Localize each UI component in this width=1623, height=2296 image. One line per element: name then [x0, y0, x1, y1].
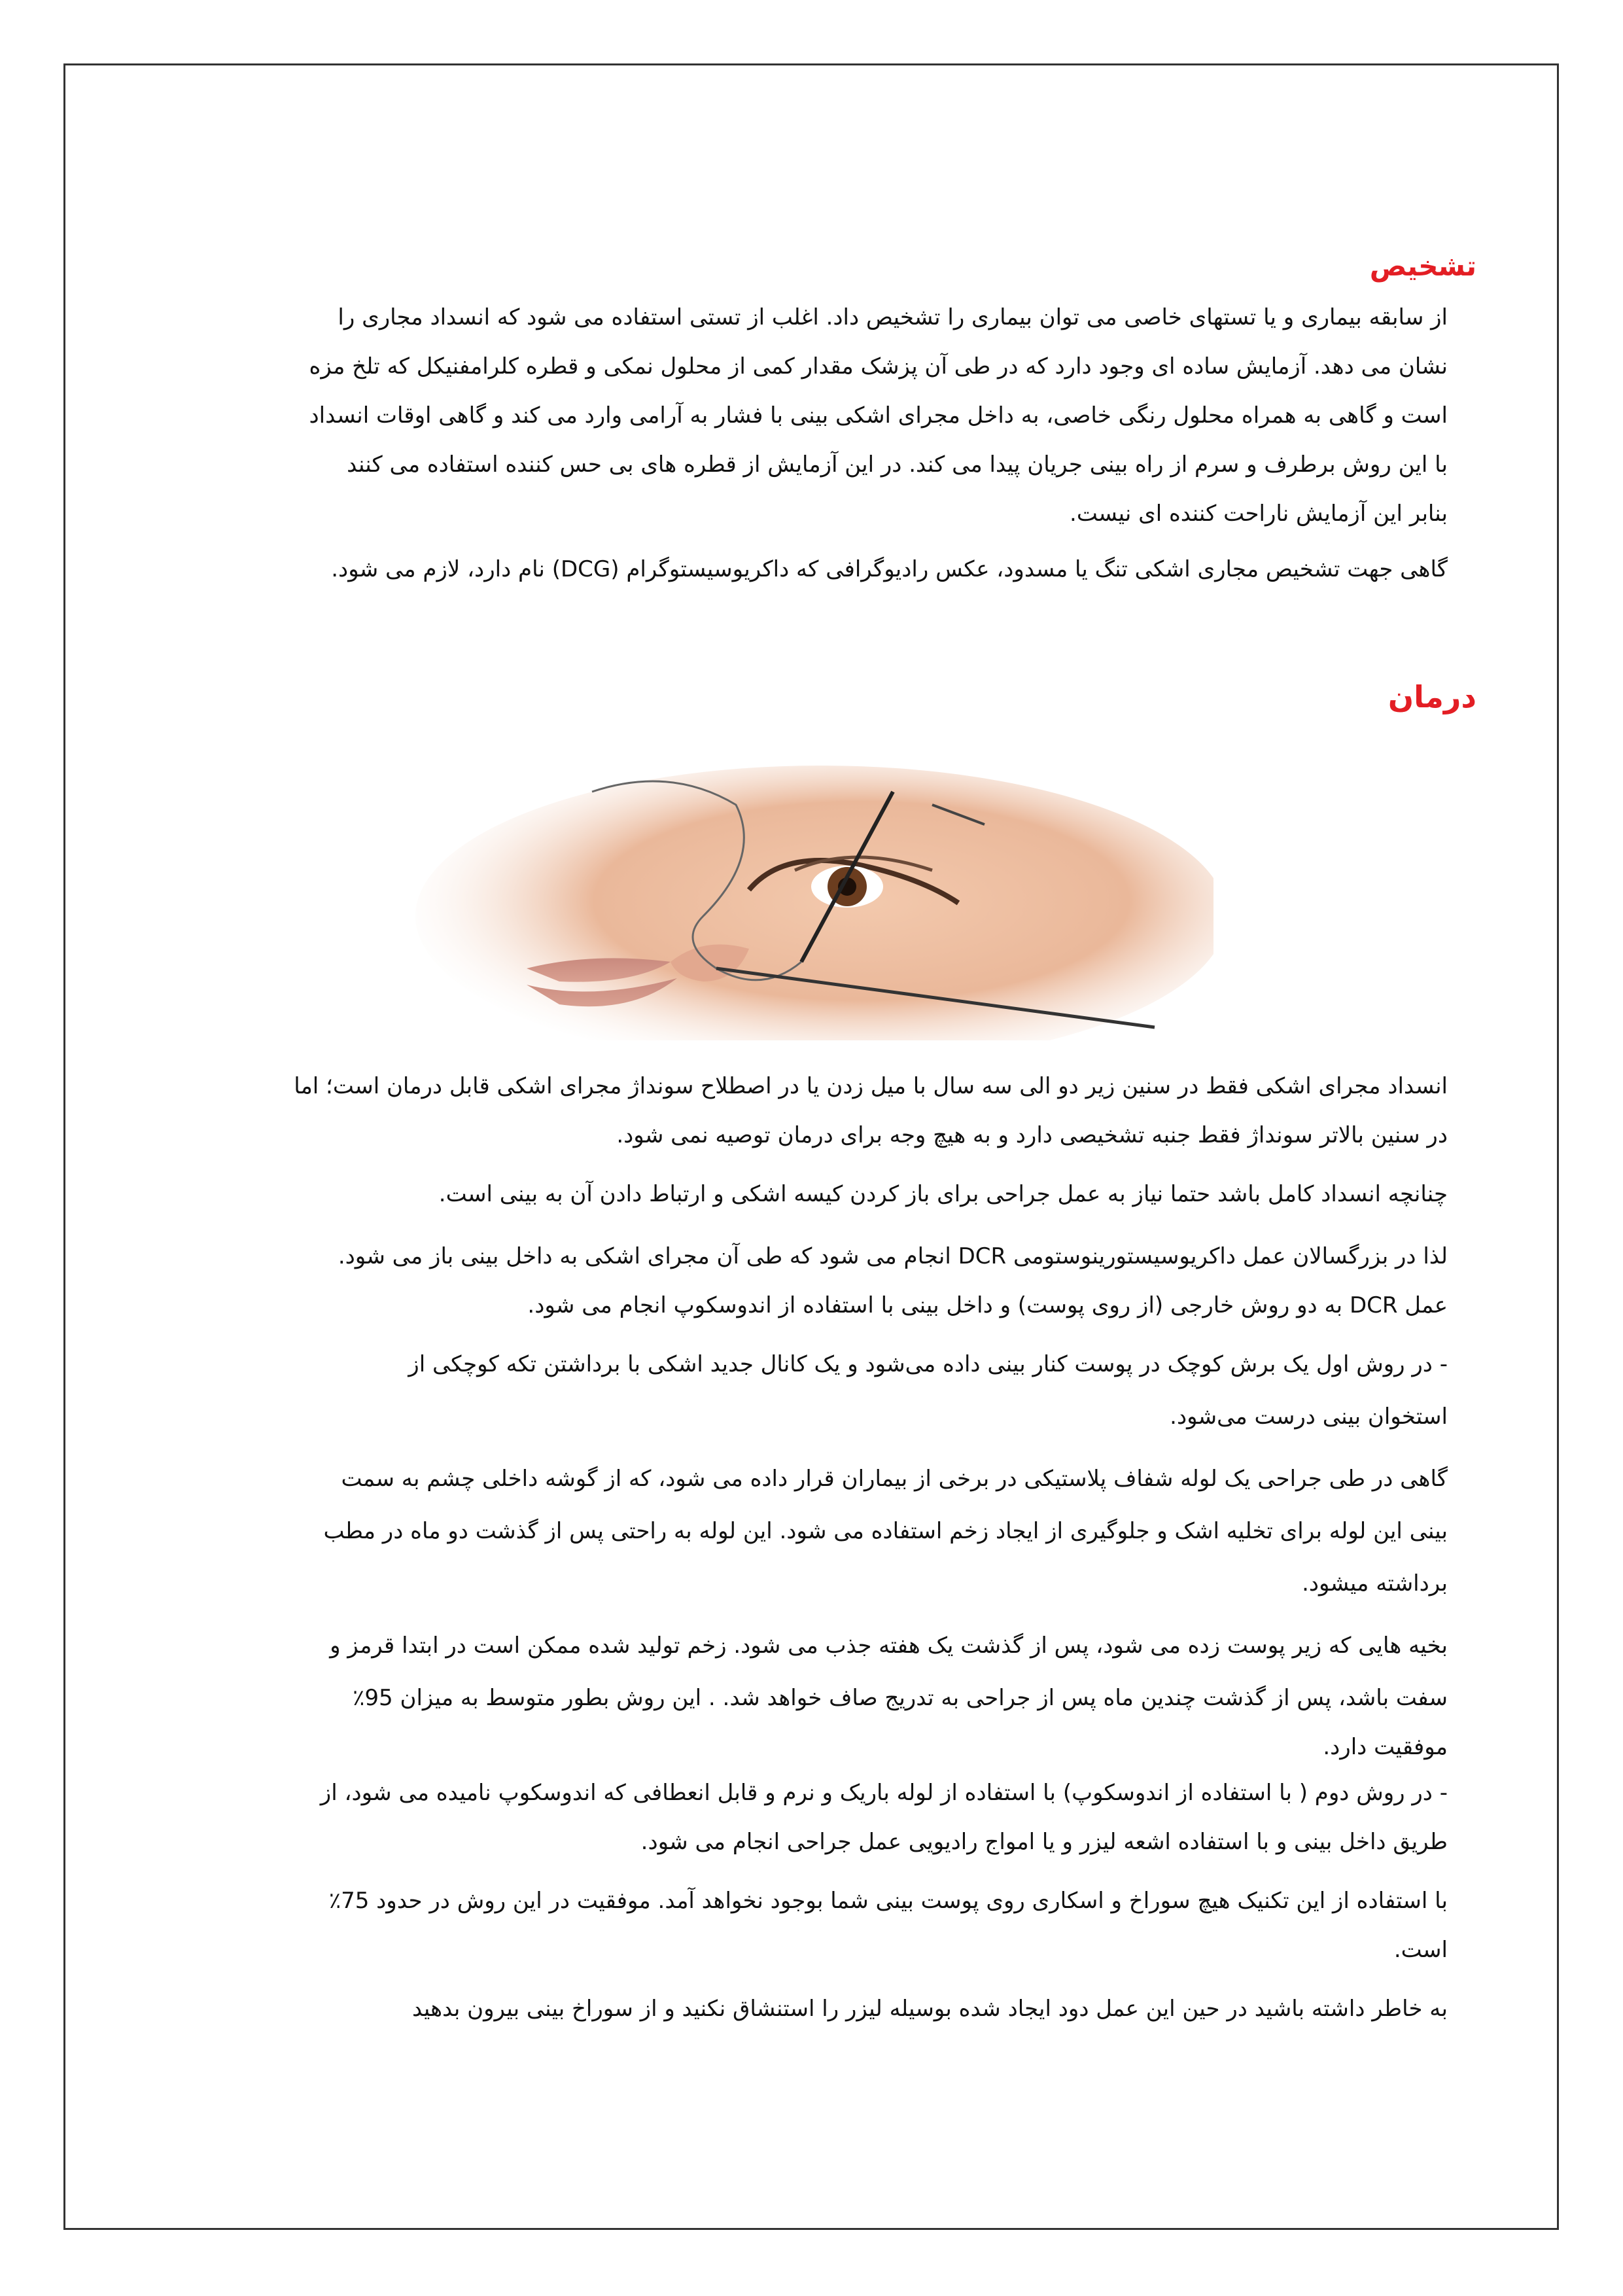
- treatment-line: به خاطر داشته باشید در حین این عمل دود ایجاد شده بوسیله لیزر را استنشاق نکنید و از سوراخ بینی بیرون بدهید: [412, 1996, 1448, 2022]
- heading-diagnosis: تشخیص: [1369, 250, 1476, 282]
- treatment-line: موفقیت دارد.: [1323, 1734, 1448, 1760]
- treatment-line: بینی این لوله برای تخلیه اشک و جلوگیری از ایجاد زخم استفاده می شود. این لوله به راحتی پس از گذشت دو ماه در مطب: [323, 1518, 1448, 1544]
- treatment-line: است.: [1393, 1937, 1448, 1963]
- treatment-line: با استفاده از این تکنیک هیچ سوراخ و اسکاری روی پوست بینی شما بوجود نخواهد آمد. موفقیت در این روش در حدود 75٪: [328, 1888, 1448, 1914]
- treatment-line: لذا در بزرگسالان عمل داکریوسیستورینوستومی DCR انجام می شود که طی آن مجرای اشکی به داخل بینی باز می شود.: [338, 1243, 1448, 1269]
- diagnosis-line: بنابر این آزمایش ناراحت کننده ای نیست.: [1070, 501, 1448, 527]
- dcr-surgery-illustration: [396, 766, 1213, 1040]
- diagnosis-line: با این روش برطرف و سرم از راه بینی جریان پیدا می کند. در این آزمایش از قطره های بی حس کننده استفاده می کنند: [347, 451, 1448, 478]
- treatment-line: انسداد مجرای اشکی فقط در سنین زیر دو الی سه سال با میل زدن یا در اصطلاح سونداژ مجرای اشکی قابل درمان است؛ اما: [294, 1073, 1448, 1099]
- treatment-line: - در روش دوم ( با استفاده از اندوسکوپ) با استفاده از لوله باریک و نرم و قابل انعطافی که اندوسکوپ نامیده می شود، از: [320, 1780, 1448, 1806]
- treatment-line: استخوان بینی درست می‌شود.: [1170, 1404, 1448, 1430]
- treatment-line: سفت باشد، پس از گذشت چندین ماه پس از جراحی به تدریج صاف خواهد شد. . این روش بطور متوسط به میزان 95٪: [353, 1685, 1448, 1711]
- heading-treatment: درمان: [1387, 679, 1476, 715]
- treatment-line: - در روش اول یک برش کوچک در پوست کنار بینی داده می‌شود و یک کانال جدید اشکی با برداشتن تکه کوچکی از: [408, 1351, 1448, 1377]
- treatment-line: چنانچه انسداد کامل باشد حتما نیاز به عمل جراحی برای باز کردن کیسه اشکی و ارتباط دادن آن به بینی است.: [438, 1181, 1448, 1207]
- treatment-line: طریق داخل بینی و با استفاده اشعه لیزر و یا امواج رادیویی عمل جراحی انجام می شود.: [640, 1829, 1448, 1855]
- treatment-line: برداشته میشود.: [1302, 1570, 1448, 1597]
- diagnosis-line: گاهی جهت تشخیص مجاری اشکی تنگ یا مسدود، عکس رادیوگرافی که داکریوسیستوگرام (DCG) نام دارد، لازم می شود.: [331, 556, 1448, 582]
- treatment-line: بخیه هایی که زیر پوست زده می شود، پس از گذشت یک هفته جذب می شود. زخم تولید شده ممکن است در ابتدا قرمز و: [330, 1633, 1448, 1659]
- treatment-line: گاهی در طی جراحی یک لوله شفاف پلاستیکی در برخی از بیماران قرار داده می شود، که از گوشه داخلی چشم به سمت: [341, 1466, 1448, 1492]
- diagnosis-line: از سابقه بیماری و یا تستهای خاصی می توان بیماری را تشخیص داد. اغلب از تستی استفاده می شود که انسداد مجاری را: [338, 304, 1448, 330]
- treatment-line: عمل DCR به دو روش خارجی (از روی پوست) و داخل بینی با استفاده از اندوسکوپ انجام می شود.: [527, 1292, 1448, 1318]
- diagnosis-line: است و گاهی به همراه محلول رنگی خاصی، به داخل مجرای اشکی بینی با فشار به آرامی وارد می کند و گاهی اوقات انسداد: [309, 402, 1448, 429]
- treatment-line: در سنین بالاتر سونداژ فقط جنبه تشخیصی دارد و به هیچ وجه برای درمان توصیه نمی شود.: [616, 1122, 1448, 1148]
- diagnosis-line: نشان می دهد. آزمایش ساده ای وجود دارد که در طی آن پزشک مقدار کمی از محلول نمکی و قطره کلرامفنیکل که تلخ مزه: [309, 353, 1448, 380]
